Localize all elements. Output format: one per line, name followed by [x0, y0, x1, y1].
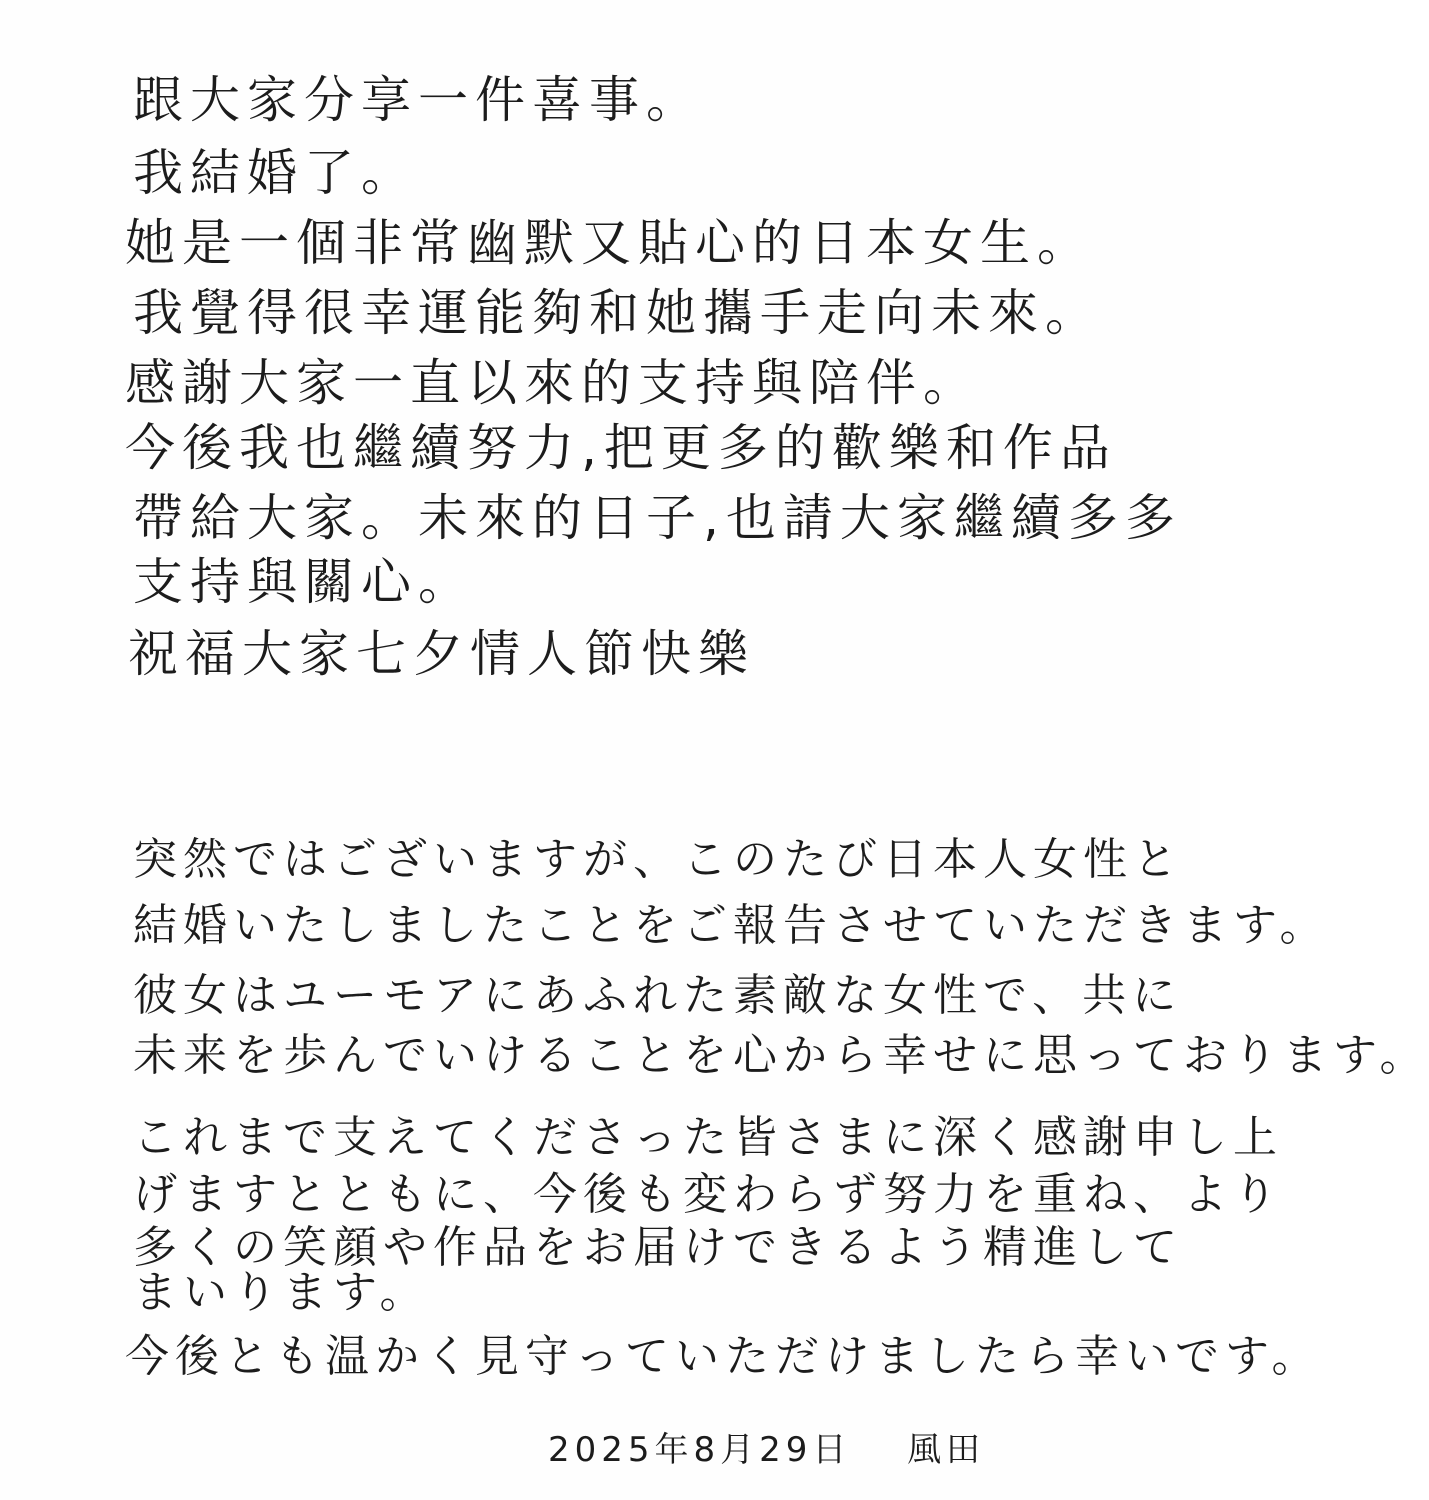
japanese-line-1: 突然ではございますが、このたび日本人女性と — [133, 834, 1183, 885]
signature — [548, 1425, 985, 1475]
chinese-line-2: 我結婚了。 — [133, 144, 418, 202]
chinese-line-8: 支持與關心。 — [133, 553, 475, 611]
chinese-line-6: 今後我也繼續努力,把更多的歡樂和作品 — [125, 419, 1117, 477]
japanese-line-8: まいります。 — [133, 1267, 430, 1318]
japanese-line-7: 多くの笑顔や作品をお届けできるよう精進して — [133, 1222, 1183, 1273]
chinese-line-1: 跟大家分享一件喜事。 — [133, 71, 703, 129]
chinese-line-7: 帶給大家。未來的日子,也請大家繼續多多 — [133, 489, 1182, 547]
japanese-line-4: 未来を歩んでいけることを心から幸せに思っております。 — [133, 1030, 1429, 1081]
signature-date: 2025年8月29日 — [548, 1430, 852, 1470]
chinese-line-3: 她是一個非常幽默又貼心的日本女生。 — [125, 214, 1094, 272]
signature-name: 風田 — [907, 1430, 986, 1470]
japanese-line-2: 結婚いたしましたことをご報告させていただきます。 — [133, 900, 1330, 951]
japanese-line-3: 彼女はユーモアにあふれた素敵な女性で、共に — [133, 970, 1183, 1021]
chinese-line-9: 祝福大家七夕情人節快樂 — [128, 625, 755, 683]
japanese-line-9: 今後とも温かく見守っていただけましたら幸いです。 — [125, 1331, 1322, 1382]
japanese-line-5: これまで支えてくださった皆さまに深く感謝申し上 — [133, 1112, 1283, 1163]
chinese-line-4: 我覺得很幸運能夠和她攜手走向未來。 — [133, 284, 1102, 342]
chinese-line-5: 感謝大家一直以來的支持與陪伴。 — [125, 354, 980, 412]
japanese-line-6: げますとともに、今後も変わらず努力を重ね、より — [133, 1169, 1283, 1220]
